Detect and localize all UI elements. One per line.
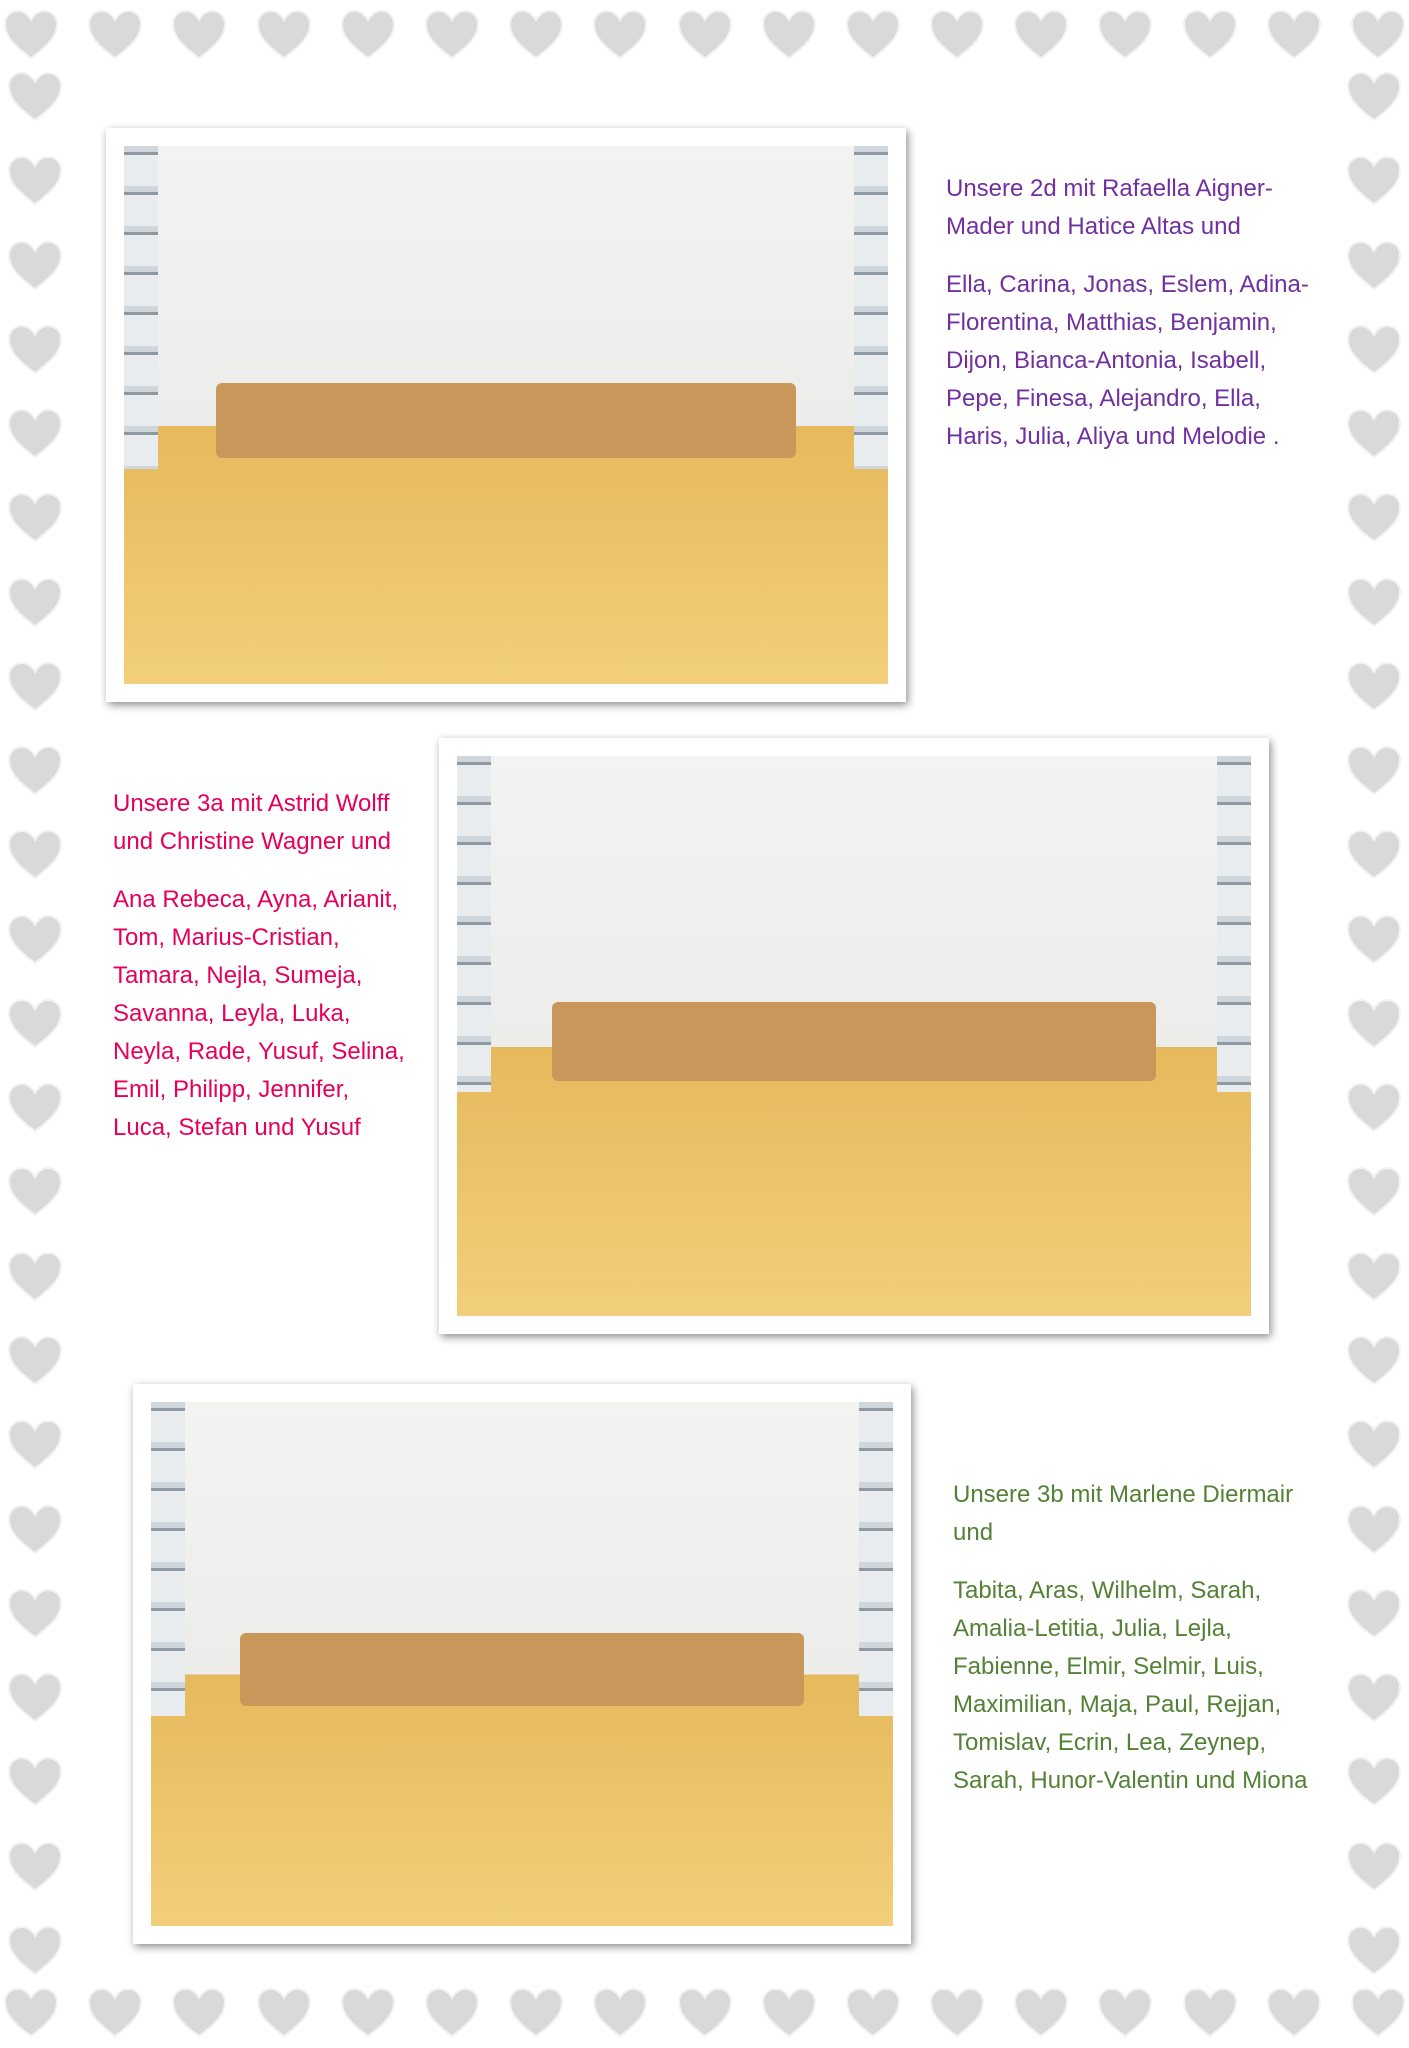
group-photo	[457, 756, 1251, 1316]
heart-border-left	[0, 70, 70, 1978]
heart-icon	[1345, 1755, 1403, 1809]
caption-2d	[946, 170, 1326, 476]
heart-icon	[1345, 1503, 1403, 1557]
heart-icon	[1265, 8, 1323, 62]
heart-icon	[591, 1986, 649, 2040]
heart-icon	[1345, 913, 1403, 967]
heart-icon	[1345, 1334, 1403, 1388]
heart-icon	[1265, 1986, 1323, 2040]
heart-icon	[2, 8, 60, 62]
heart-icon	[760, 1986, 818, 2040]
heart-icon	[507, 8, 565, 62]
heart-icon	[1345, 660, 1403, 714]
heart-icon	[6, 1418, 64, 1472]
group-photo	[124, 146, 888, 684]
heart-icon	[1181, 8, 1239, 62]
heart-icon	[507, 1986, 565, 2040]
heart-icon	[6, 828, 64, 882]
heart-icon	[6, 323, 64, 377]
heart-icon	[170, 1986, 228, 2040]
heart-icon	[6, 491, 64, 545]
heart-icon	[1349, 8, 1407, 62]
heart-icon	[1345, 1671, 1403, 1725]
caption-names: Ana Rebeca, Ayna, Arianit, Tom, Marius-Cristian, Tamara, Nejla, Sumeja, Savanna, Leyla, Luka, Neyla, Rade, Yusuf, Selina, Emil, Philipp, Jennifer, Luca, Stefan und Yusuf	[113, 886, 405, 1141]
heart-icon	[86, 8, 144, 62]
heart-icon	[339, 8, 397, 62]
heart-icon	[1181, 1986, 1239, 2040]
heart-icon	[1096, 1986, 1154, 2040]
caption-heading: Unsere 2d mit Rafaella Aigner-Mader und Hatice Altas und	[946, 175, 1273, 240]
heart-icon	[6, 913, 64, 967]
heart-icon	[1345, 1418, 1403, 1472]
heart-icon	[1345, 1840, 1403, 1894]
heart-icon	[6, 1334, 64, 1388]
heart-icon	[255, 1986, 313, 2040]
heart-icon	[6, 576, 64, 630]
heart-icon	[1345, 491, 1403, 545]
class-photo-3a	[439, 738, 1269, 1334]
heart-icon	[2, 1986, 60, 2040]
heart-icon	[1345, 239, 1403, 293]
heart-icon	[1349, 1986, 1407, 2040]
heart-icon	[676, 8, 734, 62]
heart-icon	[6, 1587, 64, 1641]
heart-icon	[6, 1503, 64, 1557]
heart-icon	[6, 1840, 64, 1894]
heart-icon	[591, 8, 649, 62]
heart-icon	[6, 407, 64, 461]
class-photo-3b	[133, 1384, 911, 1944]
caption-names: Ella, Carina, Jonas, Eslem, Adina-Florentina, Matthias, Benjamin, Dijon, Bianca-Antonia, Isabell, Pepe, Finesa, Alejandro, Ella, Haris, Julia, Aliya und Melodie .	[946, 271, 1309, 450]
heart-icon	[1096, 8, 1154, 62]
heart-icon	[6, 1755, 64, 1809]
heart-icon	[1345, 744, 1403, 798]
heart-icon	[928, 8, 986, 62]
heart-border-right	[1339, 70, 1409, 1978]
heart-icon	[6, 997, 64, 1051]
heart-icon	[6, 154, 64, 208]
heart-icon	[170, 8, 228, 62]
heart-icon	[1345, 407, 1403, 461]
heart-icon	[6, 239, 64, 293]
caption-heading: Unsere 3a mit Astrid Wolff und Christine Wagner und	[113, 790, 391, 855]
heart-icon	[1345, 828, 1403, 882]
heart-border-top	[0, 0, 1409, 70]
heart-icon	[1345, 1250, 1403, 1304]
heart-icon	[1345, 1587, 1403, 1641]
heart-icon	[6, 744, 64, 798]
heart-icon	[1345, 323, 1403, 377]
heart-icon	[1345, 1165, 1403, 1219]
caption-heading: Unsere 3b mit Marlene Diermair und	[953, 1481, 1294, 1546]
heart-icon	[6, 660, 64, 714]
caption-3a	[113, 785, 413, 1167]
caption-3b	[953, 1476, 1333, 1820]
heart-icon	[255, 8, 313, 62]
heart-icon	[6, 1165, 64, 1219]
heart-icon	[86, 1986, 144, 2040]
heart-icon	[1345, 576, 1403, 630]
heart-icon	[6, 1081, 64, 1135]
heart-icon	[6, 1671, 64, 1725]
heart-icon	[1012, 8, 1070, 62]
heart-icon	[928, 1986, 986, 2040]
heart-icon	[423, 8, 481, 62]
heart-icon	[1345, 154, 1403, 208]
heart-icon	[1345, 70, 1403, 124]
heart-icon	[339, 1986, 397, 2040]
heart-icon	[760, 8, 818, 62]
heart-icon	[6, 70, 64, 124]
heart-icon	[1345, 997, 1403, 1051]
group-photo	[151, 1402, 893, 1926]
heart-icon	[844, 1986, 902, 2040]
caption-names: Tabita, Aras, Wilhelm, Sarah, Amalia-Letitia, Julia, Lejla, Fabienne, Elmir, Selmir, Luis, Maximilian, Maja, Paul, Rejjan, Tomislav, Ecrin, Lea, Zeynep, Sarah, Hunor-Valentin und Miona	[953, 1577, 1308, 1794]
heart-border-bottom	[0, 1978, 1409, 2048]
heart-icon	[1345, 1081, 1403, 1135]
heart-icon	[676, 1986, 734, 2040]
heart-icon	[1012, 1986, 1070, 2040]
heart-icon	[423, 1986, 481, 2040]
class-photo-2d	[106, 128, 906, 702]
heart-icon	[844, 8, 902, 62]
heart-icon	[1345, 1924, 1403, 1978]
heart-icon	[6, 1924, 64, 1978]
heart-icon	[6, 1250, 64, 1304]
caption-trailing-dot: .	[1272, 423, 1280, 450]
